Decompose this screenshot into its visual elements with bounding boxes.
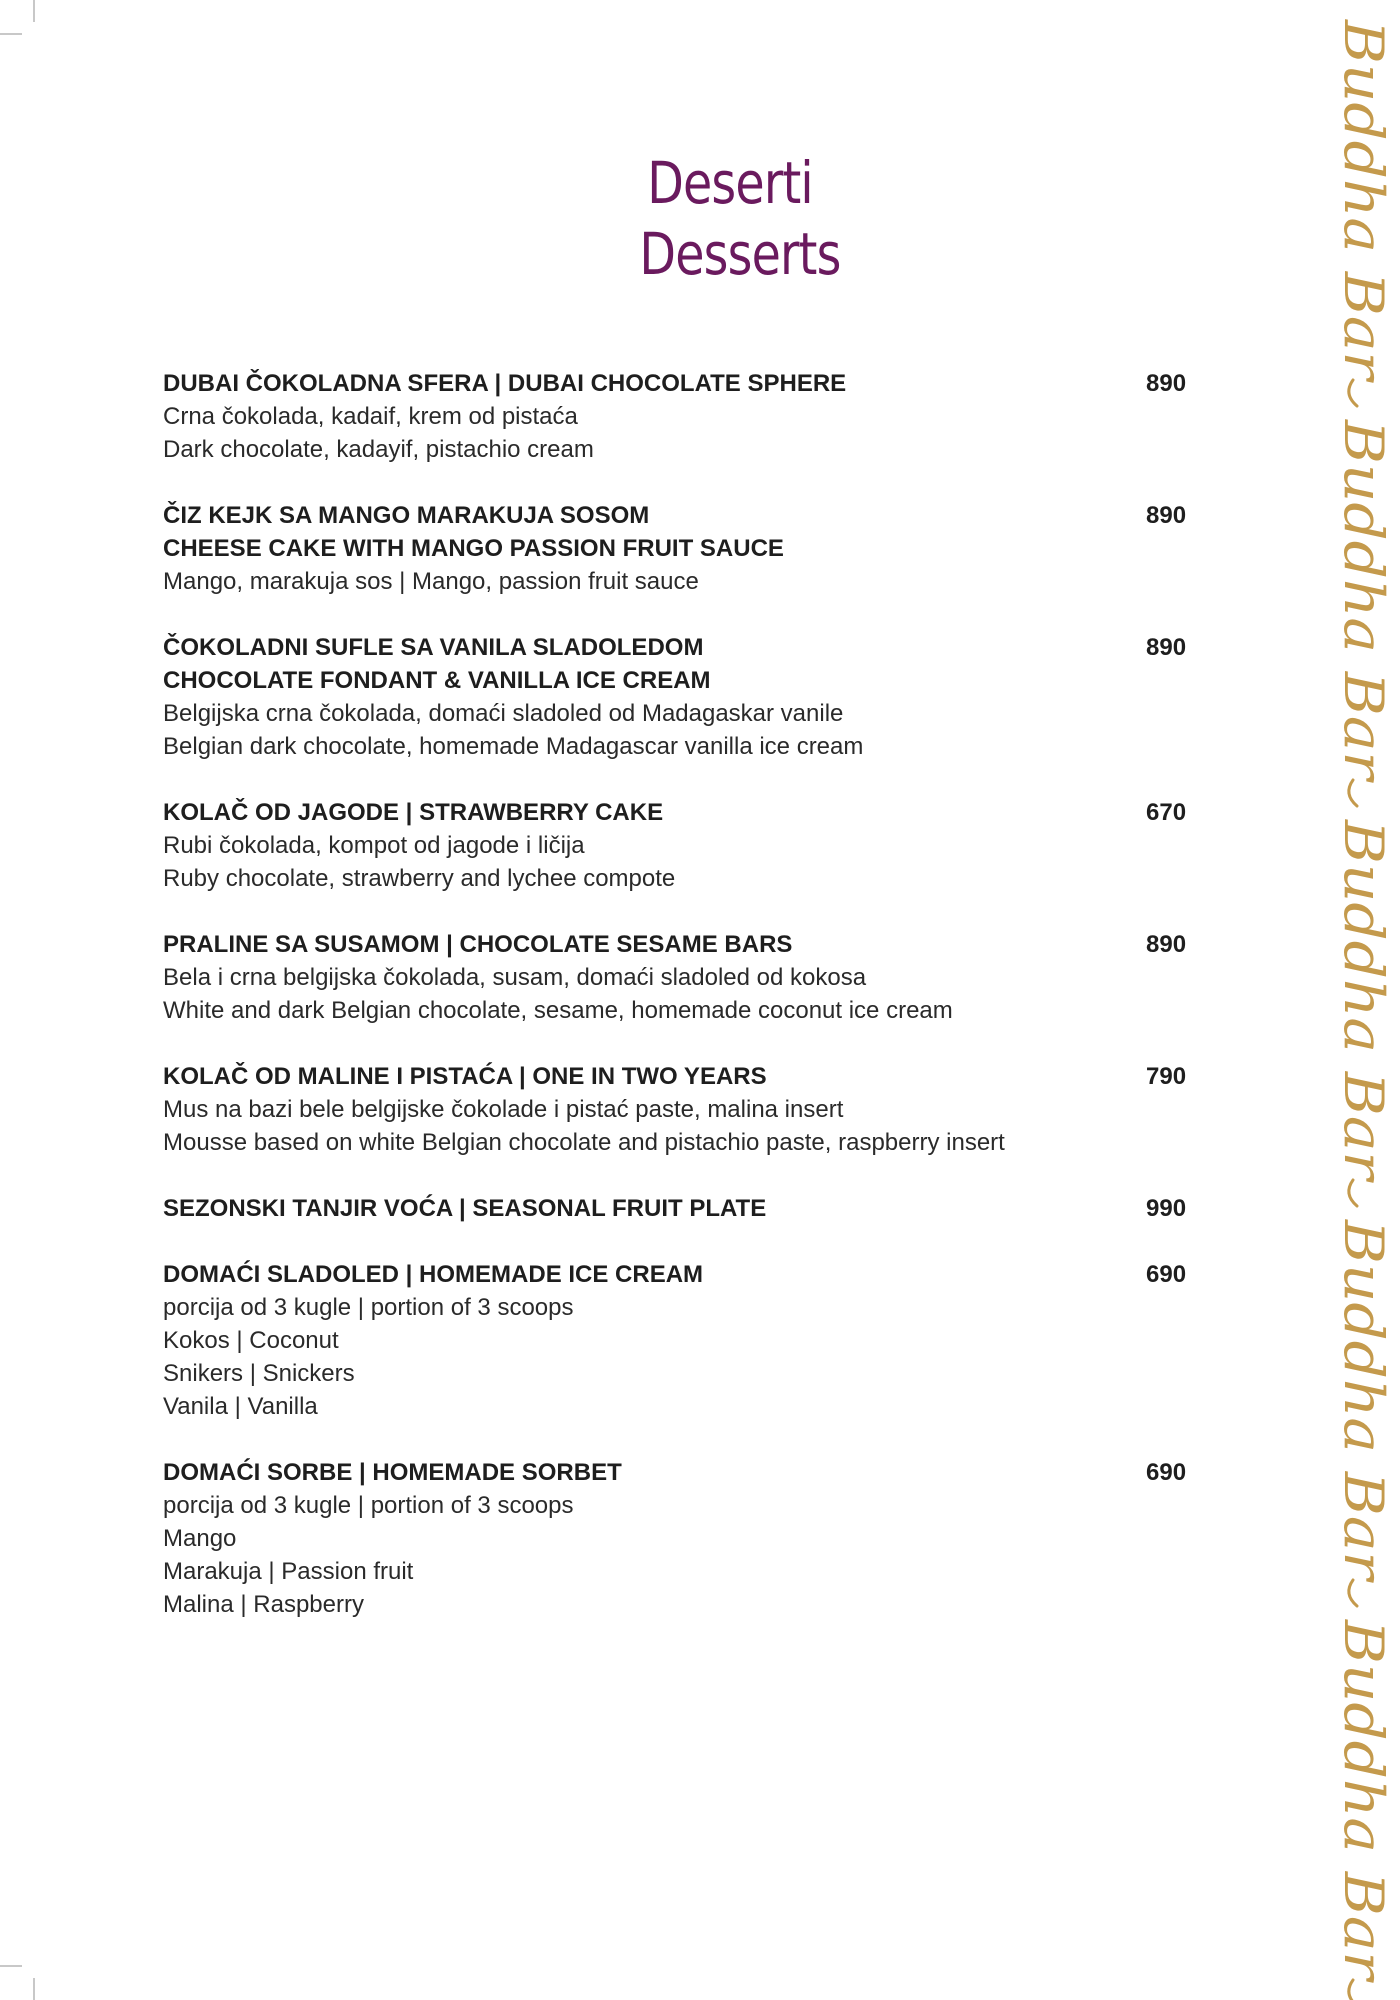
menu-item-description: porcija od 3 kugle | portion of 3 scoops (163, 1492, 574, 1519)
page-title-english: Desserts (639, 219, 841, 288)
svg-text:Buddha Bar: Buddha Bar (1332, 1620, 1395, 1946)
svg-text:Buddha Bar: Buddha Bar (1332, 420, 1395, 746)
menu-item-description: Dark chocolate, kadayif, pistachio cream (163, 436, 594, 463)
menu-item-name: KOLAČ OD JAGODE | STRAWBERRY CAKE (163, 799, 664, 826)
brand-logo-wordmark (1332, 1619, 1395, 2000)
page-title (560, 148, 900, 290)
menu-item-description: Ruby chocolate, strawberry and lychee compote (163, 865, 676, 892)
menu-item-description: porcija od 3 kugle | portion of 3 scoops (163, 1294, 574, 1321)
menu-item-description: Snikers | Snickers (163, 1360, 355, 1387)
menu-item-description: Bela i crna belgijska čokolada, susam, domaći sladoled od kokosa (163, 964, 867, 991)
menu-item-description: Belgijska crna čokolada, domaći sladoled od Madagaskar vanile (163, 700, 844, 727)
menu-item-description: White and dark Belgian chocolate, sesame, homemade coconut ice cream (163, 997, 953, 1024)
menu-item-price: 670 (1146, 799, 1187, 826)
menu-item (163, 367, 1193, 466)
crop-mark-bottom-left-horizontal (0, 1965, 22, 1967)
menu-item-name: CHEESE CAKE WITH MANGO PASSION FRUIT SAUCE (163, 535, 784, 562)
menu-item-name: SEZONSKI TANJIR VOĆA | SEASONAL FRUIT PLATE (163, 1195, 767, 1222)
menu-item (163, 796, 1193, 895)
menu-item-name: CHOCOLATE FONDANT & VANILLA ICE CREAM (163, 667, 711, 694)
dessert-menu-list (163, 367, 1193, 1654)
crop-mark-bottom-left-vertical (33, 1978, 35, 2000)
menu-item (163, 1258, 1193, 1423)
menu-item (163, 631, 1193, 763)
page-title-serbian: Deserti (647, 149, 813, 217)
svg-text:Buddha Bar: Buddha Bar (1332, 1220, 1395, 1546)
menu-item-description: Mousse based on white Belgian chocolate and pistachio paste, raspberry insert (163, 1129, 1005, 1156)
menu-item-description: Malina | Raspberry (163, 1591, 364, 1618)
brand-logo-wordmark (1332, 419, 1395, 806)
brand-logo-wordmark (1332, 819, 1395, 1206)
menu-item-name: DOMAĆI SORBE | HOMEMADE SORBET (163, 1459, 622, 1486)
menu-item-name: ČIZ KEJK SA MANGO MARAKUJA SOSOM (163, 502, 650, 529)
menu-item-description: Belgian dark chocolate, homemade Madagascar vanilla ice cream (163, 733, 864, 760)
menu-item-price: 890 (1146, 931, 1187, 958)
crop-mark-top-left-vertical (33, 0, 35, 22)
menu-item (163, 499, 1193, 598)
menu-item-name: ČOKOLADNI SUFLE SA VANILA SLADOLEDOM (163, 634, 704, 661)
brand-logo-wordmark (1332, 19, 1395, 406)
menu-item-description: Vanila | Vanilla (163, 1393, 318, 1420)
menu-item-price: 890 (1146, 502, 1187, 529)
menu-item-description: Marakuja | Passion fruit (163, 1558, 414, 1585)
menu-item-price: 790 (1146, 1063, 1187, 1090)
menu-item (163, 928, 1193, 1027)
menu-item-price: 690 (1146, 1261, 1187, 1288)
menu-item-name: DUBAI ČOKOLADNA SFERA | DUBAI CHOCOLATE SPHERE (163, 370, 847, 397)
svg-text:Buddha Bar: Buddha Bar (1332, 820, 1395, 1146)
menu-item (163, 1060, 1193, 1159)
svg-text:Buddha Bar: Buddha Bar (1332, 20, 1395, 346)
menu-item-description: Mus na bazi bele belgijske čokolade i pistać paste, malina insert (163, 1096, 844, 1123)
menu-item (163, 1192, 1193, 1225)
menu-item-price: 890 (1146, 370, 1187, 397)
menu-item-name: DOMAĆI SLADOLED | HOMEMADE ICE CREAM (163, 1261, 704, 1288)
menu-item-price: 890 (1146, 634, 1187, 661)
brand-logo-wordmark (1332, 1219, 1395, 1606)
brand-logo-ribbon (1318, 0, 1400, 2000)
menu-item-price: 690 (1146, 1459, 1187, 1486)
menu-item-description: Crna čokolada, kadaif, krem od pistaća (163, 403, 578, 430)
crop-mark-top-left-horizontal (0, 33, 22, 35)
menu-item-price: 990 (1146, 1195, 1187, 1222)
menu-item-name: KOLAČ OD MALINE I PISTAĆA | ONE IN TWO YEARS (163, 1063, 767, 1090)
menu-item (163, 1456, 1193, 1621)
menu-item-name: PRALINE SA SUSAMOM | CHOCOLATE SESAME BARS (163, 931, 793, 958)
menu-item-description: Rubi čokolada, kompot od jagode i ličija (163, 832, 585, 859)
menu-item-description: Mango (163, 1525, 237, 1552)
menu-item-description: Kokos | Coconut (163, 1327, 339, 1354)
menu-item-description: Mango, marakuja sos | Mango, passion fruit sauce (163, 568, 699, 595)
